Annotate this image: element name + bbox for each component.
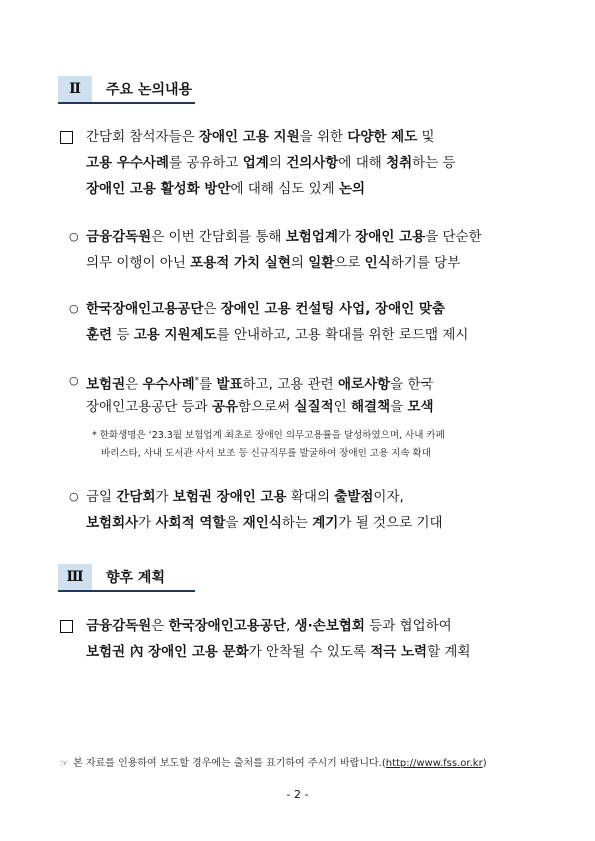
body-text: 을 위한	[299, 129, 348, 145]
body-text: 를 안내하고, 고용 확대를 위한 로드맵 제시	[216, 327, 469, 343]
body-text: 을	[225, 515, 243, 531]
fss-website-link[interactable]: http://www.fss.or.kr	[385, 758, 483, 769]
box1-line-2	[86, 154, 456, 172]
body-text: 을	[390, 399, 408, 415]
emphasis-text: 금융감독원	[86, 618, 152, 634]
box-bullet	[60, 620, 73, 633]
body-text: 을 단순한	[425, 229, 482, 245]
pointer-hand-icon: ☞	[60, 759, 69, 769]
emphasis-text: 논의	[338, 181, 366, 197]
body-text: 가	[337, 229, 356, 245]
section-2-number: Ⅱ	[58, 76, 92, 102]
box2-line-1	[86, 617, 452, 635]
body-text: 를 공유하고	[168, 155, 243, 171]
body-text: 을 한국	[390, 376, 434, 393]
body-text: 의	[290, 255, 309, 271]
box1-line-1	[86, 128, 435, 146]
emphasis-text: 재인식	[242, 515, 282, 531]
citation-notice	[60, 757, 487, 771]
emphasis-text: 애로사항	[338, 376, 391, 393]
body-text: 장애인고용공단 등과	[86, 399, 212, 415]
emphasis-text: 보험권 內 장애인 고용 문화	[86, 644, 249, 660]
section-3-number: Ⅲ	[58, 564, 92, 590]
b1-line-1	[86, 228, 482, 246]
b3-line-1	[86, 372, 434, 394]
box-bullet	[60, 131, 73, 144]
emphasis-text: 장애인 고용 지원	[198, 129, 300, 145]
body-text: 은	[151, 618, 169, 634]
body-text: 할 계획	[427, 644, 471, 660]
emphasis-text: 사회적 역할	[155, 515, 226, 531]
body-text: 등	[112, 327, 134, 343]
body-text: 하는	[281, 515, 313, 531]
footnote-line-1: * 한화생명은 ‘23.3월 보험업계 최초로 장애인 의무고용률을 달성하였으며, 사내 카페	[92, 430, 445, 441]
body-text: 가 될 것으로 기대	[338, 515, 443, 531]
section-3-title: 향후 계획	[106, 570, 165, 586]
body-text: 하는 등	[412, 155, 456, 171]
body-text: ,	[285, 618, 295, 634]
emphasis-text: 우수사례	[142, 376, 195, 393]
emphasis-text: 청취	[386, 155, 413, 171]
emphasis-text: 보험권 장애인 고용	[172, 489, 287, 505]
emphasis-text: 고용 지원제도	[133, 327, 217, 343]
circle-bullet: ○	[69, 490, 79, 503]
b4-line-2	[86, 514, 443, 532]
body-text: 은 이번 간담회를 통해	[151, 229, 286, 245]
emphasis-text: 보험업계	[285, 229, 338, 245]
emphasis-text: 건의사항	[286, 155, 339, 171]
emphasis-text: 포용적 가치 실현	[190, 255, 291, 271]
emphasis-text: 한국장애인고용공단	[86, 301, 204, 317]
section-2-underline	[58, 102, 195, 104]
emphasis-text: 보험권	[86, 376, 126, 393]
section-3-underline	[58, 590, 195, 592]
body-text: 및	[417, 129, 435, 145]
box1-line-3	[86, 180, 365, 198]
emphasis-text: 인식	[364, 255, 391, 271]
b2-line-1	[86, 300, 445, 318]
body-text: 확대의	[286, 489, 335, 505]
emphasis-text: 실질적	[294, 399, 334, 415]
body-text: 의	[268, 155, 287, 171]
emphasis-text: 금융감독원	[86, 229, 152, 245]
body-text: 에 대해	[338, 155, 387, 171]
emphasis-text: 계기	[312, 515, 339, 531]
body-text: 인	[333, 399, 351, 415]
emphasis-text: 모색	[407, 399, 434, 415]
body-text: 으로	[334, 255, 365, 271]
body-text: 은	[203, 301, 221, 317]
body-text: *	[194, 376, 200, 386]
emphasis-text: 고용 우수사례	[86, 155, 169, 171]
b4-line-1	[86, 488, 404, 506]
emphasis-text: 다양한 제도	[347, 129, 418, 145]
emphasis-text: 훈련	[86, 327, 113, 343]
body-text: 금일	[86, 489, 117, 505]
emphasis-text: 출발점	[334, 489, 374, 505]
body-text: 가	[138, 515, 156, 531]
section-3-header	[58, 564, 165, 590]
body-text: 의무 이행이 아닌	[86, 255, 191, 271]
emphasis-text: 발표	[216, 376, 243, 393]
body-text: 함으로써	[238, 399, 295, 415]
section-2-header	[58, 76, 192, 102]
box2-line-2	[86, 643, 471, 661]
emphasis-text: 해결책	[350, 399, 391, 415]
section-2-title: 주요 논의내용	[106, 82, 193, 98]
footnote-line-2: 바리스타, 사내 도서관 사서 보조 등 신규직무를 발굴하여 장애인 고용 지속 확대	[101, 448, 431, 459]
b1-line-2	[86, 254, 460, 272]
emphasis-text: 간담회	[116, 489, 156, 505]
emphasis-text: 보험회사	[86, 515, 139, 531]
emphasis-text: 생·손보협회	[294, 618, 365, 634]
body-text: 가	[155, 489, 173, 505]
b2-line-2	[86, 326, 468, 344]
body-text: 이자,	[373, 489, 404, 505]
emphasis-text: 장애인 고용	[355, 229, 426, 245]
body-text: 를	[199, 376, 217, 393]
body-text: 은	[125, 376, 143, 393]
emphasis-text: 업계	[242, 155, 269, 171]
emphasis-text: 공유	[211, 399, 239, 415]
body-text: 에 대해 심도 있게	[230, 181, 339, 197]
emphasis-text: 장애인 고용 활성화 방안	[86, 181, 231, 197]
circle-bullet: ○	[69, 230, 79, 243]
emphasis-text: 적극 노력	[370, 644, 428, 660]
emphasis-text: 장애인 고용 컨설팅 사업, 장애인 맞춤	[220, 301, 445, 317]
emphasis-text: 한국장애인고용공단	[168, 618, 286, 634]
circle-bullet: ○	[69, 302, 79, 315]
body-text: 가 안착될 수 있도록	[248, 644, 371, 660]
citation-text: 본 자료를 인용하여 보도할 경우에는 출처를 표기하여 주시기 바랍니다.(	[73, 758, 386, 769]
body-text: 등과 협업하여	[364, 618, 452, 634]
page-number: - 2 -	[286, 788, 309, 801]
body-text: 하고, 고용 관련	[242, 376, 338, 393]
circle-bullet: ○	[69, 374, 79, 387]
body-text: 간담회 참석자들은	[86, 129, 199, 145]
emphasis-text: 일환	[308, 255, 335, 271]
body-text: 하기를 당부	[390, 255, 461, 271]
citation-suffix: )	[482, 758, 487, 769]
b3-line-2	[86, 398, 434, 416]
